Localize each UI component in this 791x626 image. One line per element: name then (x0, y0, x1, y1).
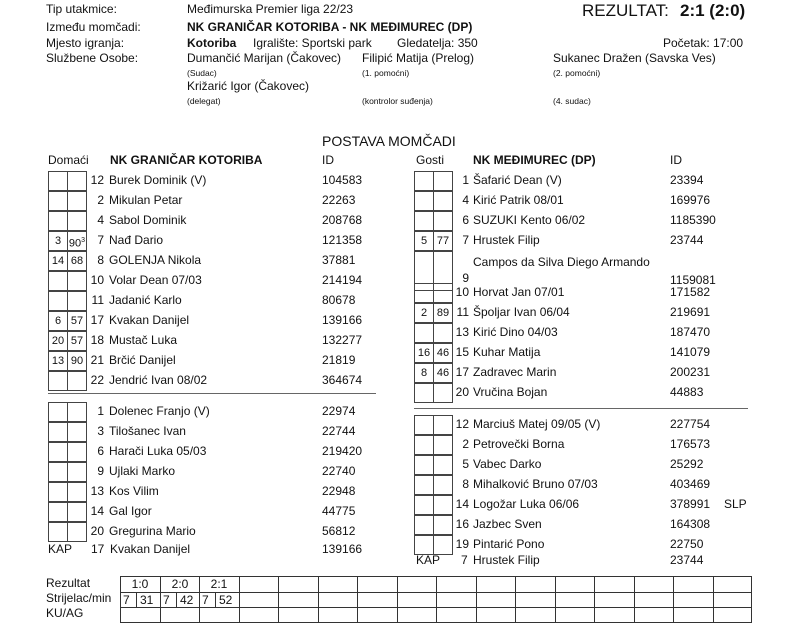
player-number: 10 (455, 285, 469, 299)
player-name: Sabol Dominik (109, 213, 187, 227)
score-grid-col-line (713, 576, 714, 623)
sub-in-cell (48, 371, 68, 391)
minute-cell (67, 271, 87, 291)
player-name: Burek Dominik (V) (109, 173, 207, 187)
player-name: Špoljar Ivan 06/04 (473, 305, 570, 319)
player-id: 25292 (670, 457, 704, 471)
score-grid-col-line (318, 576, 319, 623)
player-number: 17 (90, 313, 104, 327)
sub-in-cell (414, 283, 434, 303)
player-id: 227754 (670, 417, 711, 431)
player-name: Nađ Dario (109, 233, 164, 247)
scorer-minute: 52 (219, 593, 233, 607)
mjesto-value: Kotoriba (187, 36, 237, 50)
player-name: Horvat Jan 07/01 (473, 285, 565, 299)
mjesto-label: Mjesto igranja: (46, 36, 125, 50)
away-kap-label: KAP (416, 553, 441, 567)
player-number: 9 (97, 464, 104, 478)
score-grid-col-line (397, 576, 398, 623)
gledatelja: Gledatelja: 350 (397, 36, 478, 50)
player-id: 169976 (670, 193, 711, 207)
home-kap-name: Kvakan Danijel (110, 542, 191, 556)
sub-in-cell: 13 (48, 351, 68, 371)
sub-in-cell: 3 (48, 231, 68, 251)
sub-in-cell (48, 291, 68, 311)
sub-in-cell (414, 535, 434, 555)
player-number: 13 (455, 325, 469, 339)
player-number: 20 (90, 524, 104, 538)
official-sudac-role: (Sudac) (187, 68, 217, 78)
player-id: 214194 (322, 273, 363, 287)
player-name: SUZUKI Kento 06/02 (473, 213, 586, 227)
player-number: 11 (456, 305, 469, 319)
sub-in-cell (414, 415, 434, 435)
home-id-header: ID (322, 153, 334, 167)
sub-in-cell: 14 (48, 251, 68, 271)
score-label-strijelac: Strijelac/min (46, 591, 112, 605)
sub-in-cell (48, 271, 68, 291)
sub-in-cell (414, 515, 434, 535)
player-id: 121358 (322, 233, 363, 247)
player-name: Marciuš Matej 09/05 (V) (473, 417, 601, 431)
player-name: Campos da Silva Diego Armando (473, 255, 650, 269)
player-number: 18 (90, 333, 104, 347)
result-cell: 2:0 (171, 577, 189, 591)
player-number: 1 (97, 404, 104, 418)
player-number: 6 (462, 213, 469, 227)
home-divider (48, 393, 376, 394)
away-id-header: ID (670, 153, 682, 167)
player-number: 7 (97, 233, 104, 247)
sub-in-cell (48, 191, 68, 211)
player-id: 44775 (322, 504, 356, 518)
score-grid-col-line (436, 576, 437, 623)
minute-cell (67, 442, 87, 462)
player-number: 2 (462, 437, 469, 451)
tip-value: Međimurska Premier liga 22/23 (187, 2, 354, 16)
player-number: 14 (90, 504, 104, 518)
player-name: Vabec Darko (473, 457, 542, 471)
player-name: Jazbec Sven (473, 517, 542, 531)
player-number: 8 (97, 253, 104, 267)
player-number: 17 (455, 365, 469, 379)
player-id: 187470 (670, 325, 711, 339)
scorer-minute: 42 (180, 593, 194, 607)
minute-cell (433, 171, 453, 191)
player-id: 80678 (322, 293, 356, 307)
player-id: 56812 (322, 524, 356, 538)
player-name: Mikulan Petar (109, 193, 183, 207)
official-sudac: Dumančić Marijan (Čakovec) (187, 51, 342, 65)
scorer-split-line (176, 592, 177, 608)
sub-in-cell (414, 495, 434, 515)
result-cell: 1:0 (131, 577, 149, 591)
player-number: 10 (90, 273, 104, 287)
player-number: 22 (90, 373, 104, 387)
sub-in-cell (48, 462, 68, 482)
player-id: 1159081 (670, 273, 716, 287)
minute-cell (433, 535, 453, 555)
player-id: 139166 (322, 313, 363, 327)
player-id: 378991 (670, 497, 711, 511)
player-name: Kirić Patrik 08/01 (473, 193, 564, 207)
player-id: 21819 (322, 353, 356, 367)
away-side-label: Gosti (416, 153, 445, 167)
player-name: Jadanić Karlo (109, 293, 182, 307)
minute-cell: 90 (67, 351, 87, 371)
away-kap-id: 23744 (670, 553, 704, 567)
player-number: 8 (462, 477, 469, 491)
minute-cell (67, 462, 87, 482)
player-name: Mihalković Bruno 07/03 (473, 477, 598, 491)
sub-in-cell (48, 422, 68, 442)
player-name: Kuhar Matija (473, 345, 541, 359)
minute-cell (67, 171, 87, 191)
player-id: 132277 (322, 333, 363, 347)
minute-cell (433, 415, 453, 435)
minute-cell (67, 402, 87, 422)
player-name: Dolenec Franjo (V) (109, 404, 210, 418)
minute-cell (433, 211, 453, 231)
sluzbene-label: Službene Osobe: (46, 51, 139, 65)
player-id: 22263 (322, 193, 356, 207)
player-id: 141079 (670, 345, 711, 359)
sub-in-cell: 5 (414, 231, 434, 251)
player-id: 23394 (670, 173, 704, 187)
player-number: 12 (455, 417, 469, 431)
player-id: 22740 (322, 464, 356, 478)
player-name: Gregurina Mario (109, 524, 196, 538)
sub-in-cell: 2 (414, 303, 434, 323)
player-number: 14 (455, 497, 469, 511)
player-id: 104583 (322, 173, 363, 187)
tip-label: Tip utakmice: (46, 2, 117, 16)
minute-cell (67, 502, 87, 522)
player-number: 15 (455, 345, 469, 359)
player-name: Brčić Danijel (109, 353, 176, 367)
player-name: Mustač Luka (109, 333, 178, 347)
player-id: 200231 (670, 365, 711, 379)
minute-cell (433, 283, 453, 303)
scorer-number: 7 (123, 593, 130, 607)
minute-cell (67, 371, 87, 391)
minute-cell: 77 (433, 231, 453, 251)
sub-in-cell (414, 191, 434, 211)
sub-in-cell (414, 383, 434, 403)
player-name: Volar Dean 07/03 (109, 273, 202, 287)
player-name: Logožar Luka 06/06 (473, 497, 580, 511)
sub-in-cell (414, 323, 434, 343)
lineup-title: POSTAVA MOMČADI (322, 133, 456, 149)
minute-cell (433, 455, 453, 475)
official-4sudac-role: (4. sudac) (553, 96, 591, 106)
player-id: 23744 (670, 233, 704, 247)
minute-cell (67, 482, 87, 502)
player-number: 19 (455, 537, 469, 551)
player-name: Kirić Dino 04/03 (473, 325, 558, 339)
player-number: 6 (97, 444, 104, 458)
minute-cell (67, 211, 87, 231)
home-team-name: NK GRANIČAR KOTORIBA (110, 153, 263, 167)
player-number: 5 (462, 457, 469, 471)
player-id: 22974 (322, 404, 356, 418)
sub-in-cell: 20 (48, 331, 68, 351)
score-grid-col-line (673, 576, 674, 623)
player-number: 4 (97, 213, 104, 227)
izmedu-label: Između momčadi: (46, 20, 141, 34)
player-name: Kvakan Danijel (109, 313, 190, 327)
minute-superscript: 3 (81, 237, 86, 244)
official-delegat: Križarić Igor (Čakovec) (187, 79, 310, 93)
sub-in-cell (48, 211, 68, 231)
official-delegat-role: (delegat) (187, 96, 221, 106)
sub-in-cell: 16 (414, 343, 434, 363)
minute-cell: 46 (433, 363, 453, 383)
player-number: 1 (462, 173, 469, 187)
away-divider (414, 408, 748, 409)
player-name: Hrustek Filip (473, 233, 540, 247)
player-id: 171582 (670, 285, 711, 299)
player-id: 22750 (670, 537, 704, 551)
player-id: 219420 (322, 444, 363, 458)
player-number: 9 (462, 271, 469, 285)
score-grid-col-line (634, 576, 635, 623)
player-id: 22948 (322, 484, 356, 498)
sub-in-cell (48, 402, 68, 422)
player-id: 22744 (322, 424, 356, 438)
score-grid-col-line (476, 576, 477, 623)
minute-cell (67, 522, 87, 542)
sub-in-cell (48, 171, 68, 191)
minute-cell (67, 291, 87, 311)
minute-cell: 46 (433, 343, 453, 363)
sub-in-cell (48, 522, 68, 542)
minute-cell (433, 323, 453, 343)
player-name: Vručina Bojan (473, 385, 548, 399)
player-name: Kos Vilim (109, 484, 159, 498)
player-id: 219691 (670, 305, 711, 319)
minute-cell (67, 422, 87, 442)
sub-in-cell (48, 482, 68, 502)
player-id: 176573 (670, 437, 711, 451)
home-kap-id: 139166 (322, 542, 363, 556)
minute-cell (67, 191, 87, 211)
player-name: Tilošanec Ivan (109, 424, 186, 438)
match-teams: NK GRANIČAR KOTORIBA - NK MEĐIMUREC (DP) (187, 20, 473, 34)
player-number: 3 (97, 424, 104, 438)
sub-in-cell (48, 502, 68, 522)
player-name: Pintarić Pono (473, 537, 545, 551)
player-id: 164308 (670, 517, 711, 531)
player-number: 7 (462, 233, 469, 247)
scorer-split-line (136, 592, 137, 608)
away-team-name: NK MEĐIMUREC (DP) (473, 153, 596, 167)
score-label-kuag: KU/AG (46, 606, 84, 620)
official-kontrolor-role: (kontrolor suđenja) (362, 96, 433, 106)
home-side-label: Domaći (48, 153, 89, 167)
player-number: 2 (97, 193, 104, 207)
minute-cell: 89 (433, 303, 453, 323)
minute-cell: 57 (67, 331, 87, 351)
score-label-rezultat: Rezultat (46, 576, 91, 590)
minute-cell (433, 191, 453, 211)
minute-cell (433, 495, 453, 515)
score-grid-col-line (515, 576, 516, 623)
player-number: 16 (455, 517, 469, 531)
player-id: 208768 (322, 213, 363, 227)
score-grid-col-line (239, 576, 240, 623)
player-name: Šafarić Dean (V) (473, 173, 562, 187)
score-grid-col-line (555, 576, 556, 623)
scorer-number: 7 (163, 593, 170, 607)
sub-in-cell (414, 435, 434, 455)
sub-in-cell (48, 442, 68, 462)
home-kap-label: KAP (48, 542, 73, 556)
sub-in-cell (414, 211, 434, 231)
player-id: 1185390 (670, 213, 716, 227)
player-id: 44883 (670, 385, 704, 399)
player-number: 12 (90, 173, 104, 187)
sub-in-cell (414, 475, 434, 495)
player-name: GOLENJA Nikola (109, 253, 202, 267)
home-kap-num: 17 (91, 542, 105, 556)
player-name: Zadravec Marin (473, 365, 557, 379)
minute-cell (433, 515, 453, 535)
player-number: 11 (91, 293, 104, 307)
away-kap-num: 7 (461, 553, 468, 567)
official-pomocni1-role: (1. pomoćni) (362, 68, 410, 78)
igraliste: Igralište: Sportski park (253, 36, 372, 50)
player-name: Gal Igor (109, 504, 152, 518)
minute-cell: 68 (67, 251, 87, 271)
player-name: Harači Luka 05/03 (109, 444, 207, 458)
sub-in-cell (414, 171, 434, 191)
player-name: Jendrić Ivan 08/02 (109, 373, 208, 387)
official-pomocni2: Sukanec Dražen (Savska Ves) (553, 51, 716, 65)
sub-in-cell: 8 (414, 363, 434, 383)
scorer-number: 7 (202, 593, 209, 607)
score-grid-col-line (278, 576, 279, 623)
pocetak: Početak: 17:00 (663, 36, 744, 50)
player-note: SLP (724, 497, 747, 511)
scorer-split-line (215, 592, 216, 608)
player-number: 4 (462, 193, 469, 207)
rezultat-value: 2:1 (2:0) (680, 1, 746, 20)
score-grid-col-line (594, 576, 595, 623)
sub-in-cell (414, 455, 434, 475)
minute-cell: $90^3$ (67, 231, 87, 251)
official-pomocni1: Filipić Matija (Prelog) (362, 51, 475, 65)
minute-cell (433, 383, 453, 403)
minute-cell: 57 (67, 311, 87, 331)
player-number: 20 (455, 385, 469, 399)
away-kap-name: Hrustek Filip (473, 553, 540, 567)
player-number: 13 (90, 484, 104, 498)
official-pomocni2-role: (2. pomoćni) (553, 68, 601, 78)
player-name: Petrovečki Borna (473, 437, 565, 451)
minute-cell (433, 435, 453, 455)
sub-in-cell: 6 (48, 311, 68, 331)
player-id: 403469 (670, 477, 711, 491)
score-grid-col-line (357, 576, 358, 623)
scorer-minute: 31 (140, 593, 154, 607)
minute-cell (433, 475, 453, 495)
player-number: 21 (90, 353, 104, 367)
player-id: 37881 (322, 253, 356, 267)
player-id: 364674 (322, 373, 363, 387)
rezultat-label: REZULTAT: (582, 1, 669, 20)
result-cell: 2:1 (210, 577, 228, 591)
player-name: Ujlaki Marko (109, 464, 176, 478)
